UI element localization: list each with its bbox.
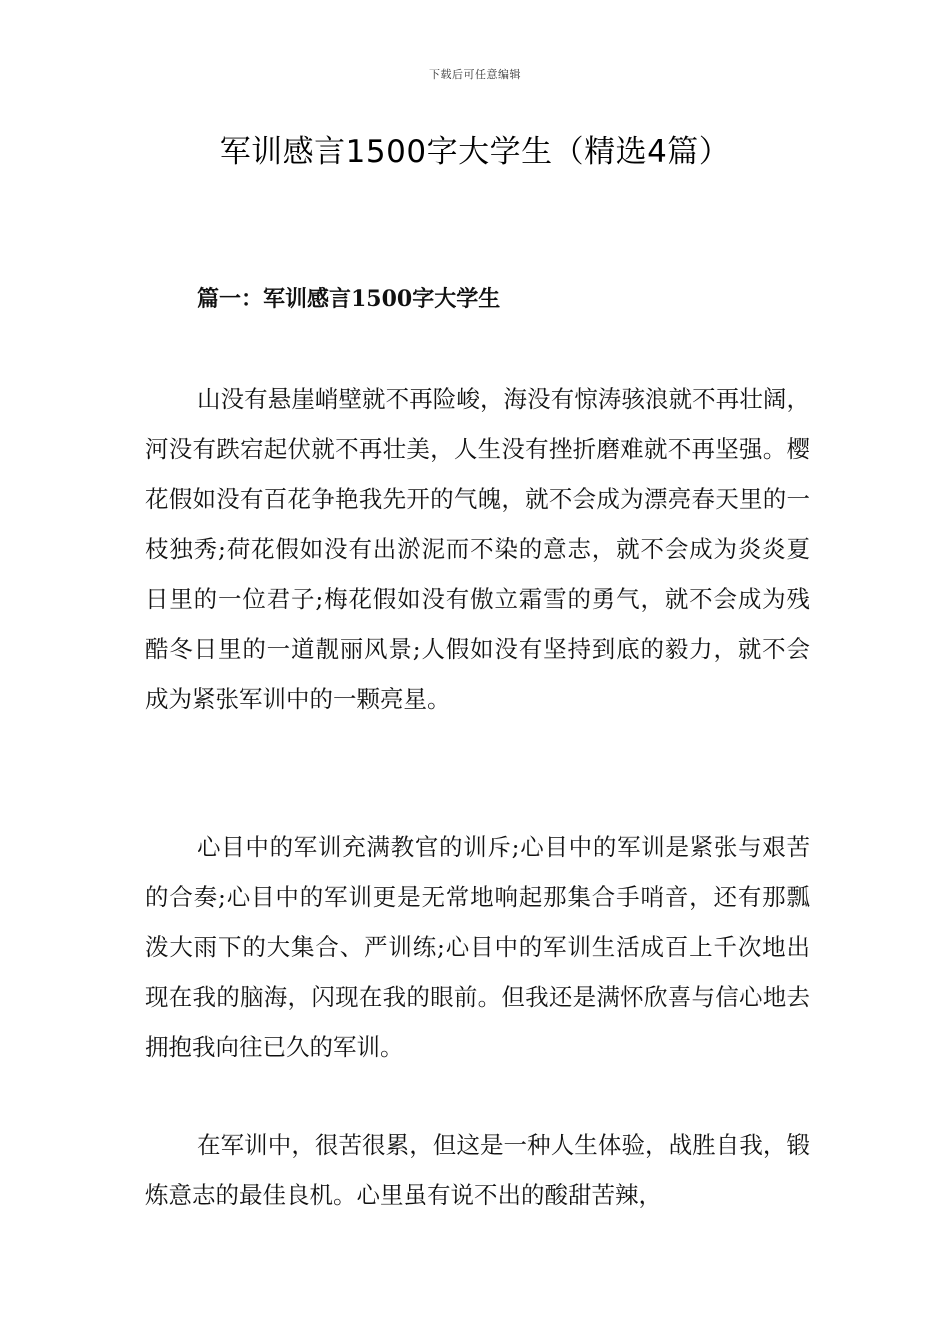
paragraph-3: 在军训中，很苦很累，但这是一种人生体验，战胜自我，锻炼意志的最佳良机。心里虽有说不出的酸甜苦辣， xyxy=(145,1131,810,1209)
header-note: 下载后可任意编辑 xyxy=(429,68,521,81)
paragraph-1: 山没有悬崖峭壁就不再险峻，海没有惊涛骇浪就不再壮阔，河没有跌宕起伏就不再壮美，人生没有挫折磨难就不再坚强。樱花假如没有百花争艳我先开的气魄，就不会成为漂亮春天里的一枝独秀;荷花假如没有出淤泥而不染的意志，就不会成为炎炎夏日里的一位君子;梅花假如没有傲立霜雪的勇气，就不会成为残酷冬日里的一道靓丽风景;人假如没有坚持到底的毅力，就不会成为紧张军训中的一颗亮星。 xyxy=(145,385,810,713)
paragraph-2: 心目中的军训充满教官的训斥;心目中的军训是紧张与艰苦的合奏;心目中的军训更是无常地响起那集合手哨音，还有那瓢泼大雨下的大集合、严训练;心目中的军训生活成百上千次地出现在我的脑海，闪现在我的眼前。但我还是满怀欣喜与信心地去拥抱我向往已久的军训。 xyxy=(145,833,810,1061)
section-heading: 篇一：军训感言1500字大学生 xyxy=(197,286,501,312)
document-title: 军训感言1500字大学生（精选4篇） xyxy=(219,134,731,170)
